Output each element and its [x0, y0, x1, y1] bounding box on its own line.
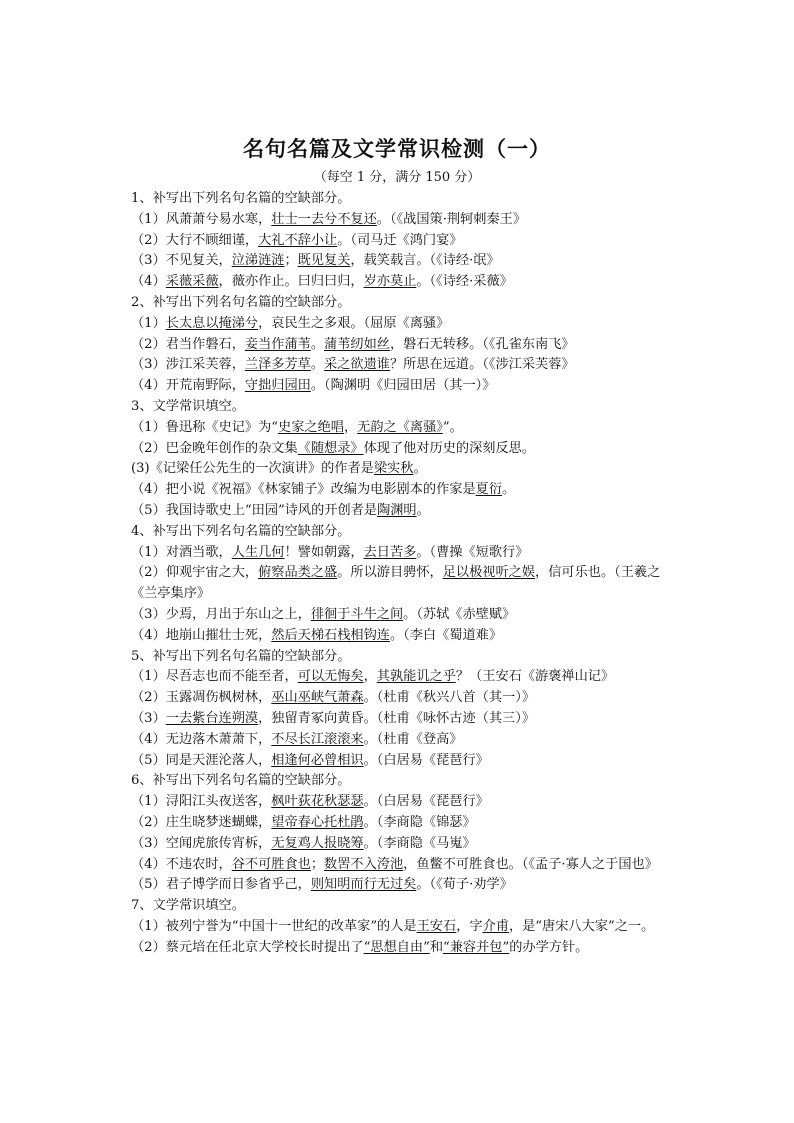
content-line [131, 480, 671, 501]
content-line [131, 335, 671, 356]
question-text: ，独留青冢向黄昏。（杜甫《咏怀古迹（其三）》 [258, 710, 536, 726]
answer-text: 枫叶荻花秋瑟瑟 [271, 794, 364, 810]
content-line [131, 813, 671, 834]
content-line [131, 917, 671, 938]
question-text: 6、补写出下列名句名篇的空缺部分。 [131, 773, 351, 789]
question-text: （4）把小说《祝福》《林家铺子》改编为电影剧本的作家是 [131, 482, 476, 498]
question-text: （2）蔡元培在任北京大学校长时提出了 [131, 939, 364, 955]
answer-text: 去日苦多 [363, 544, 417, 560]
content-line [131, 605, 671, 626]
question-text: 。（白居易《琵琶行》 [363, 794, 489, 810]
content-line [131, 418, 671, 439]
question-text: ，薇亦作止。曰归曰归， [218, 274, 364, 290]
question-text: （4）无边落木萧萧下， [131, 731, 272, 747]
question-text: 。（《诗经·采薇》 [416, 274, 513, 290]
content-line [131, 792, 671, 813]
answer-text: 既见复关 [297, 253, 351, 269]
question-text: ，哀民生之多艰。（屈原《离骚》 [258, 315, 450, 331]
answer-text: 采薇采薇 [165, 274, 219, 290]
question-text: （3） [131, 710, 166, 726]
content-line [131, 272, 671, 293]
content-line [131, 771, 671, 792]
question-text: （1）鲁迅称《史记》为“ [131, 419, 279, 435]
question-text: ； [310, 856, 325, 872]
answer-text: 数罟不入洿池 [324, 856, 404, 872]
answer-text: 则知明而行无过矣 [310, 877, 417, 893]
content-line [131, 251, 671, 272]
answer-text: 梁实秋 [373, 461, 414, 477]
question-text: （4）不违农时， [131, 856, 232, 872]
answer-text: 然后天梯石栈相钩连 [271, 627, 390, 643]
question-text: （3）涉江采芙蓉， [131, 357, 245, 373]
content-line [131, 210, 671, 231]
content-line [131, 563, 671, 605]
question-text: (3)《记梁任公先生的一次演讲》的作者是 [131, 461, 374, 477]
question-text: （2）君当作磐石， [131, 336, 245, 352]
answer-text: 蒲苇纫如丝 [324, 336, 390, 352]
question-text: （4） [131, 274, 166, 290]
answer-text: 无复鸡人报晓筹 [271, 835, 364, 851]
question-text: （5）君子博学而日参省乎己， [131, 877, 311, 893]
question-text: 。 [310, 336, 325, 352]
question-text: 。（李白《蜀道难》 [389, 627, 503, 643]
question-text: 。所以游目骋怀， [337, 565, 443, 581]
question-text: ，鱼鳖不可胜食也。（《孟子·寡人之于国也》 [403, 856, 658, 872]
content-line [131, 938, 671, 959]
answer-text: 长太息以掩涕兮 [165, 315, 259, 331]
question-text: 。（陶渊明《归园田居（其一）》 [310, 378, 496, 394]
answer-text: 俯察品类之盛 [258, 565, 338, 581]
question-text: 。 [413, 461, 427, 477]
answer-text: “思想自由” [363, 939, 430, 955]
answer-text: 守拙归园田 [244, 378, 311, 394]
answer-text: 望帝春心托杜鹃 [271, 814, 364, 830]
content-line [131, 667, 671, 688]
answer-text: 妾当作蒲苇 [244, 336, 311, 352]
question-text: 7、文学常识填空。 [131, 898, 245, 914]
question-text: ？所思在远道。（《涉江采芙蓉》 [389, 357, 575, 373]
question-text: 和 [429, 939, 443, 955]
score-note: （每空 1 分，满分 150 分） [313, 170, 481, 185]
answer-text: 泣涕涟涟 [231, 253, 285, 269]
question-text: （1）对酒当歌， [131, 544, 232, 560]
question-text: （1）被列宁誉为“中国十一世纪的改革家”的人是 [131, 918, 417, 934]
answer-text: 兰泽多芳草 [244, 357, 311, 373]
question-text: （2）大行不顾细谨， [131, 232, 259, 248]
content-line [131, 647, 671, 668]
content-line [131, 231, 671, 252]
answer-text: 巫山巫峡气萧森 [271, 690, 364, 706]
content-line [131, 522, 671, 543]
question-text: （1） [131, 315, 166, 331]
question-text: ， [343, 419, 358, 435]
question-text: 1、补写出下列名句名篇的空缺部分。 [131, 191, 351, 206]
answer-text: 一去紫台连朔漠 [165, 710, 259, 726]
content-line [131, 293, 671, 314]
question-text: （1）浔阳江头夜送客， [131, 794, 272, 810]
question-text: 体现了他对历史的深刻反思。 [363, 440, 536, 456]
question-text: ”。 [442, 419, 463, 435]
content-line [131, 688, 671, 709]
question-text: 5、补写出下列名句名篇的空缺部分。 [131, 648, 351, 664]
question-text: 。（曹操《短歌行》 [416, 544, 529, 560]
question-text: 。（李商隐《锦瑟》 [363, 814, 476, 830]
answer-text: 谷不可胜食也 [231, 856, 311, 872]
answer-text: 《随想录》 [297, 440, 364, 456]
answer-text: 其孰能讥之乎 [376, 669, 456, 685]
content-line [131, 543, 671, 564]
question-text: 。（苏轼《赤壁赋》 [403, 606, 516, 622]
question-text: ？（王安石《游褒禅山记》 [455, 669, 615, 685]
content-line [131, 459, 671, 480]
question-text: 。（《荀子·劝学》 [416, 877, 513, 893]
content-line [131, 709, 671, 730]
question-text: （1）风萧萧兮易水寒， [131, 211, 272, 227]
answer-text: 夏衍 [475, 482, 503, 498]
question-text: ， [363, 669, 377, 685]
answer-text: 足以极视听之娱 [442, 565, 536, 581]
question-text: ，是“唐宋八大家”之一。 [508, 918, 655, 934]
answer-text: 不尽长江滚滚来 [271, 731, 364, 747]
answer-text: 陶渊明 [377, 502, 417, 518]
question-text: （2）仰观宇宙之大， [131, 565, 259, 581]
content-line [131, 730, 671, 751]
question-text: 。（《战国策·荆轲刺秦王》 [376, 211, 527, 227]
content-line [131, 439, 671, 460]
question-text: 。 [310, 357, 325, 373]
question-text: 4、补写出下列名句名篇的空缺部分。 [131, 523, 351, 539]
content-line [131, 189, 671, 210]
question-text: （1）尽吾志也而不能至者， [131, 669, 298, 685]
content-line [131, 875, 671, 896]
content-line [131, 855, 671, 876]
content-line [131, 626, 671, 647]
content-line [131, 376, 671, 397]
question-text: 。（杜甫《登高》 [363, 731, 463, 747]
question-text: ； [284, 253, 298, 269]
answer-text: 人生几何 [231, 544, 285, 560]
answer-text: 岁亦莫止 [363, 274, 417, 290]
question-body [131, 189, 671, 958]
content-line [131, 896, 671, 917]
answer-text: 史家之绝唱 [278, 419, 344, 435]
answer-text: “兼容并包” [443, 939, 510, 955]
answer-text: 相逢何必曾相识 [271, 752, 364, 768]
question-text: （2）玉露凋伤枫树林， [131, 690, 272, 706]
question-text: 。（司马迁《鸿门宴》 [337, 232, 463, 248]
question-text: ，字 [456, 918, 483, 934]
content-line [131, 834, 671, 855]
question-text: 。（白居易《琵琶行》 [363, 752, 489, 768]
content-line [131, 314, 671, 335]
answer-text: 采之欲遗谁 [324, 357, 390, 373]
content-line [131, 751, 671, 772]
question-text: 。 [416, 502, 430, 518]
answer-text: 壮士一去兮不复还 [271, 211, 377, 227]
answer-text: 大礼不辞小让 [258, 232, 338, 248]
page-title: 名句名篇及文学常识检测（一） [243, 137, 551, 161]
question-text: 。 [502, 482, 516, 498]
question-text: 3、文学常识填空。 [131, 398, 245, 414]
content-line [131, 355, 671, 376]
question-text: （4）地崩山摧壮士死， [131, 627, 272, 643]
question-text: ，磐石无转移。（《孔雀东南飞》 [389, 336, 575, 352]
question-text: （5）我国诗歌史上“田园”诗风的开创者是 [131, 502, 378, 518]
question-text: 。（李商隐《马嵬》 [363, 835, 476, 851]
question-text: ！譬如朝露， [284, 544, 364, 560]
question-text: （2）庄生晓梦迷蝴蝶， [131, 814, 272, 830]
answer-text: 徘徊于斗牛之间 [310, 606, 404, 622]
answer-text: 可以无悔矣 [297, 669, 364, 685]
answer-text: 无韵之《离骚》 [357, 419, 443, 435]
question-text: ，载笑载言。（《诗经·氓》 [350, 253, 500, 269]
question-text: （3）空闻虎旅传宵柝， [131, 835, 272, 851]
question-text: （5）同是天涯沦落人， [131, 752, 272, 768]
answer-text: 王安石 [416, 918, 457, 934]
answer-text: 介甫 [482, 918, 509, 934]
question-text: 的办学方针。 [509, 939, 589, 955]
content-line [131, 501, 671, 522]
question-text: （2）巴金晚年创作的杂文集 [131, 440, 298, 456]
question-text: ，信可乐也。（王羲之《兰亭集序》 [131, 565, 661, 602]
question-text: （3）不见复关， [131, 253, 232, 269]
question-text: （4）开荒南野际， [131, 378, 245, 394]
question-text: 。（杜甫《秋兴八首（其一）》 [363, 690, 536, 706]
question-text: （3）少焉，月出于东山之上， [131, 606, 311, 622]
content-line [131, 397, 671, 418]
question-text: 2、补写出下列名句名篇的空缺部分。 [131, 294, 351, 310]
